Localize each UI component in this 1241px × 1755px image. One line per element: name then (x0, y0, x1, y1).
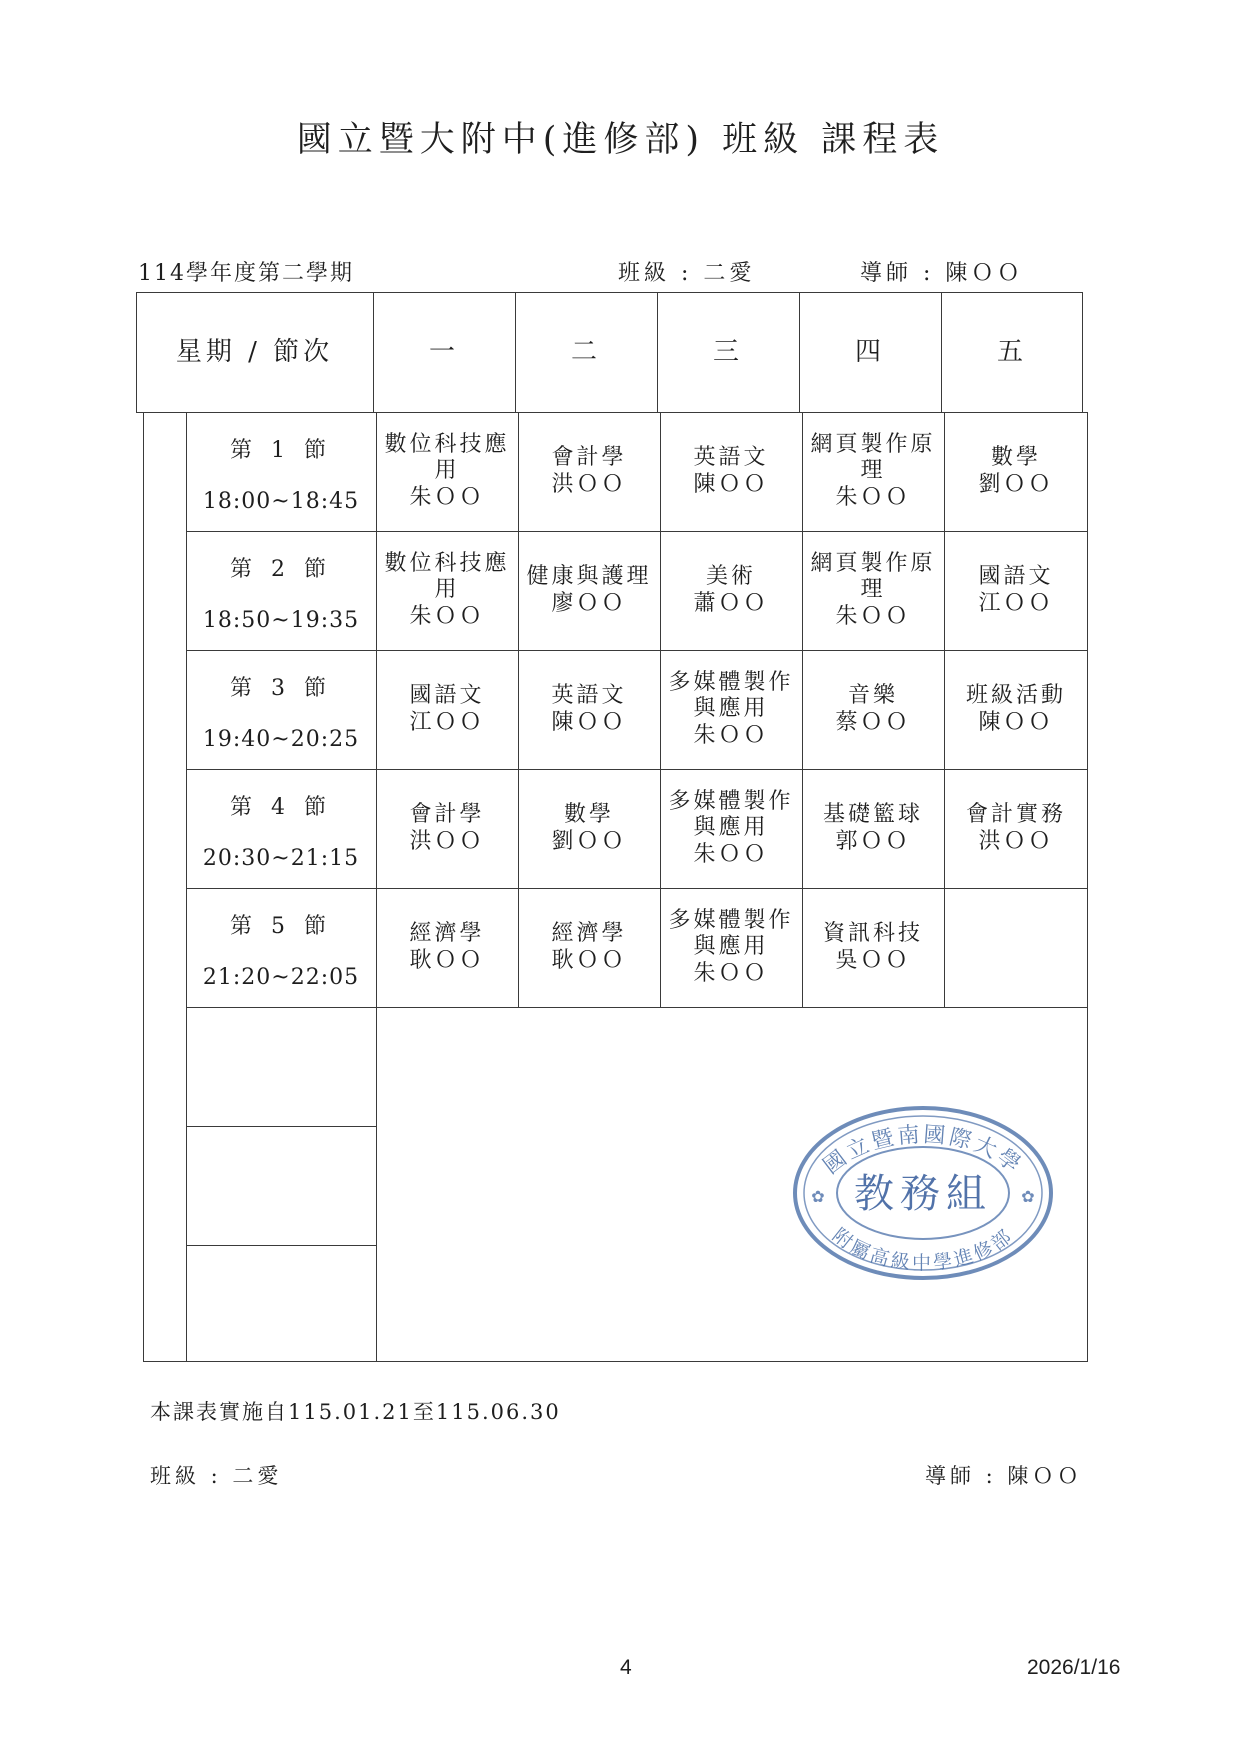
course-teacher: 吳ＯＯ (835, 947, 911, 973)
course-cell (518, 769, 660, 888)
course-teacher: 朱ＯＯ (693, 722, 769, 748)
course-cell (944, 531, 1088, 650)
period-time: 18:00~18:45 (202, 488, 360, 514)
stamp-ring-top-text: 國立暨南國際大學 (818, 1122, 1028, 1180)
course-teacher: 朱ＯＯ (693, 960, 769, 986)
course-teacher: 洪ＯＯ (978, 828, 1054, 854)
day-header-wed: 三 (712, 336, 743, 367)
course-teacher: 耿ＯＯ (409, 947, 485, 973)
footer-tutor-label: 導師 : 陳ＯＯ (925, 1464, 1083, 1488)
footer-class-label: 班級 : 二愛 (150, 1464, 283, 1488)
period-time: 19:40~20:25 (202, 726, 360, 752)
period-cell (186, 412, 376, 531)
corner-header: 星期 / 節次 (175, 336, 334, 367)
course-teacher: 蕭ＯＯ (693, 590, 769, 616)
day-header-thu: 四 (854, 336, 885, 367)
course-teacher: 蔡ＯＯ (835, 709, 911, 735)
course-teacher: 郭ＯＯ (835, 828, 911, 854)
course-cell (518, 412, 660, 531)
grid-divider (186, 1007, 1088, 1008)
day-header-fri: 五 (996, 336, 1027, 367)
page-title: 國立暨大附中(進修部) 班級 課程表 (296, 120, 945, 160)
course-subject: 國語文 (409, 683, 485, 709)
course-cell (802, 650, 944, 769)
course-cell (660, 769, 802, 888)
course-subject: 資訊科技 (822, 921, 923, 947)
course-teacher: 劉ＯＯ (978, 471, 1054, 497)
period-number: 第 2 節 (230, 557, 332, 582)
period-cell (186, 650, 376, 769)
course-cell (376, 769, 518, 888)
print-date: 2026/1/16 (1027, 1656, 1121, 1679)
period-cell (186, 769, 376, 888)
course-subject: 多媒體製作與應用 (668, 669, 794, 722)
course-subject: 英語文 (693, 445, 769, 471)
course-cell (802, 531, 944, 650)
period-cell (186, 531, 376, 650)
course-subject: 網頁製作原理 (810, 550, 936, 603)
course-subject: 健康與護理 (526, 564, 652, 590)
course-subject: 多媒體製作與應用 (668, 907, 794, 960)
period-number: 第 1 節 (230, 438, 332, 463)
course-subject: 經濟學 (551, 921, 627, 947)
course-cell (376, 650, 518, 769)
course-cell (518, 531, 660, 650)
course-cell (376, 531, 518, 650)
course-cell (944, 412, 1088, 531)
course-subject: 班級活動 (965, 683, 1066, 709)
course-teacher: 江ＯＯ (409, 709, 485, 735)
course-teacher: 劉ＯＯ (551, 828, 627, 854)
grid-divider (186, 1245, 376, 1246)
course-teacher: 朱ＯＯ (835, 603, 911, 629)
course-teacher: 朱ＯＯ (409, 603, 485, 629)
course-subject: 數學 (990, 445, 1041, 471)
course-teacher: 江ＯＯ (978, 590, 1054, 616)
course-cell (660, 888, 802, 1007)
term-label: 114學年度第二學期 (138, 261, 354, 286)
course-teacher: 耿ＯＯ (551, 947, 627, 973)
period-time: 18:50~19:35 (202, 607, 360, 633)
course-subject: 會計學 (409, 802, 485, 828)
course-cell (660, 531, 802, 650)
course-cell (518, 650, 660, 769)
implementation-period: 本課表實施自115.01.21至115.06.30 (150, 1400, 561, 1424)
course-cell (376, 412, 518, 531)
period-time: 21:20~22:05 (202, 964, 360, 990)
course-subject: 會計實務 (965, 802, 1066, 828)
academic-affairs-stamp (792, 1104, 1054, 1282)
course-cell (660, 650, 802, 769)
course-cell-empty (944, 888, 1088, 1007)
course-teacher: 陳ＯＯ (551, 709, 627, 735)
period-number: 第 4 節 (230, 795, 332, 820)
grid-divider (186, 1126, 376, 1127)
course-teacher: 廖ＯＯ (551, 590, 627, 616)
course-subject: 英語文 (551, 683, 627, 709)
flower-icon: ✿ (811, 1187, 825, 1206)
course-cell (802, 888, 944, 1007)
course-teacher: 洪ＯＯ (409, 828, 485, 854)
day-header-mon: 一 (428, 336, 459, 367)
course-subject: 音樂 (847, 683, 898, 709)
course-teacher: 陳ＯＯ (978, 709, 1054, 735)
course-cell (802, 412, 944, 531)
period-cell (186, 888, 376, 1007)
course-cell (376, 888, 518, 1007)
flower-icon: ✿ (1021, 1187, 1035, 1206)
course-cell (944, 769, 1088, 888)
course-cell (660, 412, 802, 531)
page-number: 4 (620, 1656, 632, 1679)
period-number: 第 5 節 (230, 914, 332, 939)
period-time: 20:30~21:15 (202, 845, 360, 871)
course-subject: 經濟學 (409, 921, 485, 947)
course-subject: 數位科技應用 (384, 550, 510, 603)
course-teacher: 陳ＯＯ (693, 471, 769, 497)
course-subject: 基礎籃球 (822, 802, 923, 828)
class-label: 班級 : 二愛 (618, 261, 756, 286)
course-subject: 會計學 (551, 445, 627, 471)
stamp-ring-bottom-text: 附屬高級中學進修部 (828, 1224, 1018, 1275)
course-cell (944, 650, 1088, 769)
course-teacher: 朱ＯＯ (835, 484, 911, 510)
course-cell (518, 888, 660, 1007)
course-cell (802, 769, 944, 888)
day-header-tue: 二 (570, 336, 601, 367)
course-subject: 網頁製作原理 (810, 431, 936, 484)
course-subject: 數位科技應用 (384, 431, 510, 484)
course-subject: 美術 (705, 564, 756, 590)
course-subject: 數學 (563, 802, 614, 828)
course-subject: 多媒體製作與應用 (668, 788, 794, 841)
course-subject: 國語文 (978, 564, 1054, 590)
course-teacher: 洪ＯＯ (551, 471, 627, 497)
tutor-label: 導師 : 陳ＯＯ (860, 261, 1024, 286)
period-number: 第 3 節 (230, 676, 332, 701)
course-teacher: 朱ＯＯ (693, 841, 769, 867)
stamp-center-text: 教務組 (854, 1171, 992, 1217)
course-teacher: 朱ＯＯ (409, 484, 485, 510)
